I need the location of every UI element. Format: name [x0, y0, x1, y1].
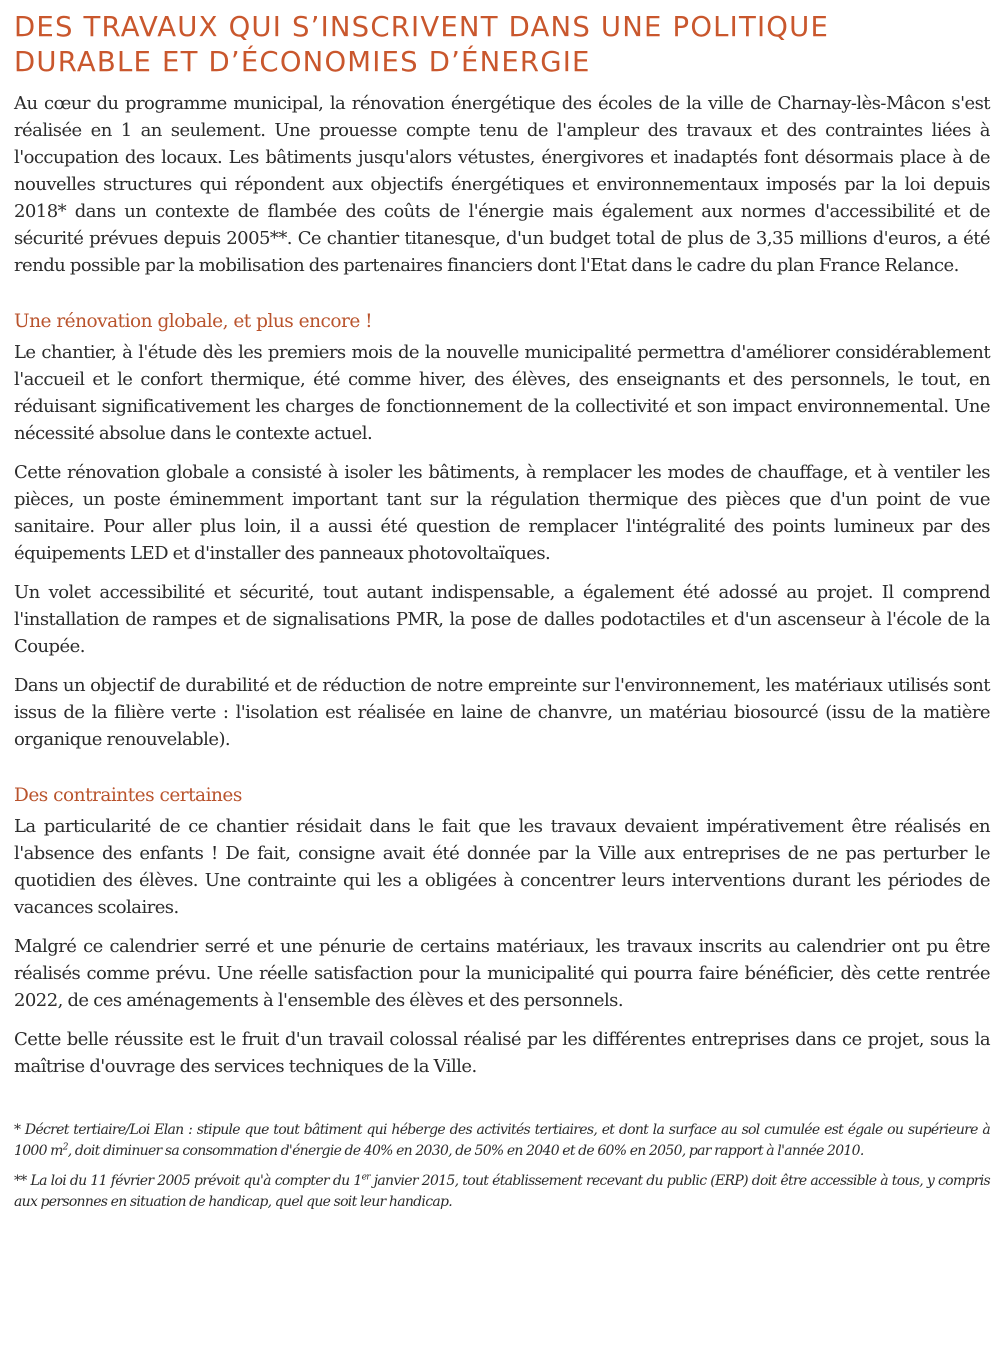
renovation-paragraph-3: Un volet accessibilité et sécurité, tout autant indispensable, a également été adossé au projet. Il comprend l'installation de rampes et de signalisations PMR, la pose de dalles podotactiles et d'un ascenseur à l'école de la Coupée.	[14, 582, 990, 657]
contraintes-paragraph-1: La particularité de ce chantier résidait dans le fait que les travaux devaient impérativement être réalisés en l'absence des enfants ! De fait, consigne avait été donnée par la Ville aux entreprises de ne pas perturber le quotidien des élèves. Une contrainte qui les a obligées à concentrer leurs interventions durant les périodes de vacances scolaires.	[14, 816, 990, 918]
article-title-line-2: DURABLE ET D’ÉCONOMIES D’ÉNERGIE	[14, 46, 591, 78]
intro-paragraph: Au cœur du programme municipal, la rénovation énergétique des écoles de la ville de Charnay-lès-Mâcon s'est réalisée en 1 an seulement. Une prouesse compte tenu de l'ampleur des travaux et des contraintes liées à l'occupation des locaux. Les bâtiments jusqu'alors vétustes, énergivores et inadaptés font désormais place à de nouvelles structures qui répondent aux objectifs énergétiques et environnementaux imposés par la loi depuis 2018* dans un contexte de flambée des coûts de l'énergie mais également aux normes d'accessibilité et de sécurité prévues depuis 2005**. Ce chantier titanesque, d'un budget total de plus de 3,35 millions d'euros, a été rendu possible par la mobilisation des partenaires financiers dont l'Etat dans le cadre du plan France Relance.	[14, 93, 990, 276]
article-title	[14, 10, 990, 80]
footnote-2-text-end: janvier 2015, tout établissement recevant du public (ERP) doit être accessible à tous, y compris aux personnes en situation de handicap, quel que soit leur handicap.	[14, 1173, 990, 1210]
footnote-loi-2005	[14, 1171, 990, 1213]
article	[14, 10, 990, 1222]
footnotes	[14, 1120, 990, 1213]
footnote-1-text-end: , doit diminuer sa consommation d'énergie de 40% en 2030, de 50% en 2040 et de 60% en 2050, par rapport à l'année 2010.	[67, 1143, 864, 1159]
article-title-line-1: DES TRAVAUX QUI S’INSCRIVENT DANS UNE POLITIQUE	[14, 11, 830, 43]
footnote-1-text: * Décret tertiaire/Loi Elan : stipule que tout bâtiment qui héberge des activités tertiaires, et dont la surface au sol cumulée est égale ou supérieure à 1000 m	[14, 1122, 990, 1159]
contraintes-paragraph-2: Malgré ce calendrier serré et une pénurie de certains matériaux, les travaux inscrits au calendrier ont pu être réalisés comme prévu. Une réelle satisfaction pour la municipalité qui pourra faire bénéficier, dès cette rentrée 2022, de ces aménagements à l'ensemble des élèves et des personnels.	[14, 936, 990, 1011]
contraintes-paragraph-3: Cette belle réussite est le fruit d'un travail colossal réalisé par les différentes entreprises dans ce projet, sous la maîtrise d'ouvrage des services techniques de la Ville.	[14, 1029, 990, 1077]
renovation-paragraph-4: Dans un objectif de durabilité et de réduction de notre empreinte sur l'environnement, les matériaux utilisés sont issus de la filière verte : l'isolation est réalisée en laine de chanvre, un matériau biosourcé (issu de la matière organique renouvelable).	[14, 675, 990, 750]
footnote-2-text: ** La loi du 11 février 2005 prévoit qu'à compter du 1	[14, 1173, 362, 1189]
section-heading-renovation: Une rénovation globale, et plus encore !	[14, 311, 373, 332]
section-heading-contraintes: Des contraintes certaines	[14, 785, 242, 806]
footnote-2-superscript: er	[361, 1172, 370, 1183]
footnote-1-superscript: 2	[62, 1142, 68, 1153]
footnote-decret-tertiaire	[14, 1120, 990, 1162]
renovation-paragraph-1: Le chantier, à l'étude dès les premiers mois de la nouvelle municipalité permettra d'améliorer considérablement l'accueil et le confort thermique, été comme hiver, des élèves, des enseignants et des personnels, le tout, en réduisant significativement les charges de fonctionnement de la collectivité et son impact environnemental. Une nécessité absolue dans le contexte actuel.	[14, 342, 990, 444]
renovation-paragraph-2: Cette rénovation globale a consisté à isoler les bâtiments, à remplacer les modes de chauffage, et à ventiler les pièces, un poste éminemment important tant sur la régulation thermique des pièces que d'un point de vue sanitaire. Pour aller plus loin, il a aussi été question de remplacer l'intégralité des points lumineux par des équipements LED et d'installer des panneaux photovoltaïques.	[14, 462, 990, 564]
